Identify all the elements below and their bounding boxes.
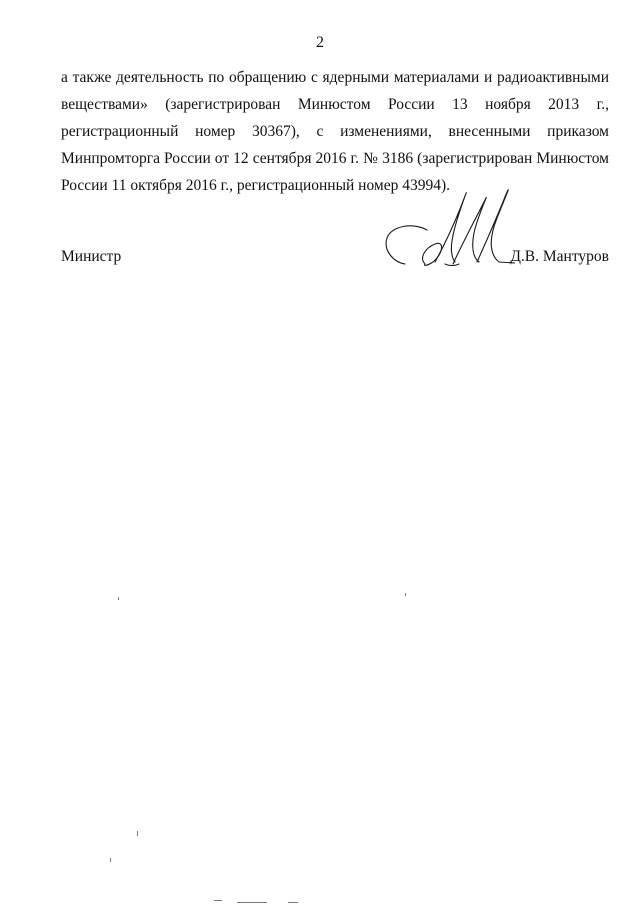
body-text-line-3: регистрационный номер 30367), с изменениями, внесенными приказом xyxy=(61,123,609,140)
body-text-line-2: веществами» (зарегистрирован Минюстом России 13 ноября 2013 г., xyxy=(61,96,609,113)
signer-name: Д.В. Мантуров xyxy=(510,248,609,265)
body-text-line-4: Минпромторга России от 12 сентября 2016 г. № 3186 (зарегистрирован Минюстом xyxy=(61,150,609,167)
scan-speck xyxy=(118,597,119,600)
body-text-line-1: а также деятельность по обращению с ядерными материалами и радиоактивными xyxy=(61,69,609,86)
scan-speck xyxy=(405,593,406,596)
signer-title: Министр xyxy=(61,248,122,265)
scan-speck xyxy=(288,902,298,903)
scan-speck xyxy=(110,858,111,862)
scan-speck xyxy=(237,902,267,903)
scan-speck xyxy=(214,900,222,901)
scan-speck xyxy=(137,831,138,836)
page-number: 2 xyxy=(316,34,324,51)
body-text-line-5: России 11 октября 2016 г., регистрационный номер 43994). xyxy=(61,177,451,194)
signature-block xyxy=(61,248,609,268)
